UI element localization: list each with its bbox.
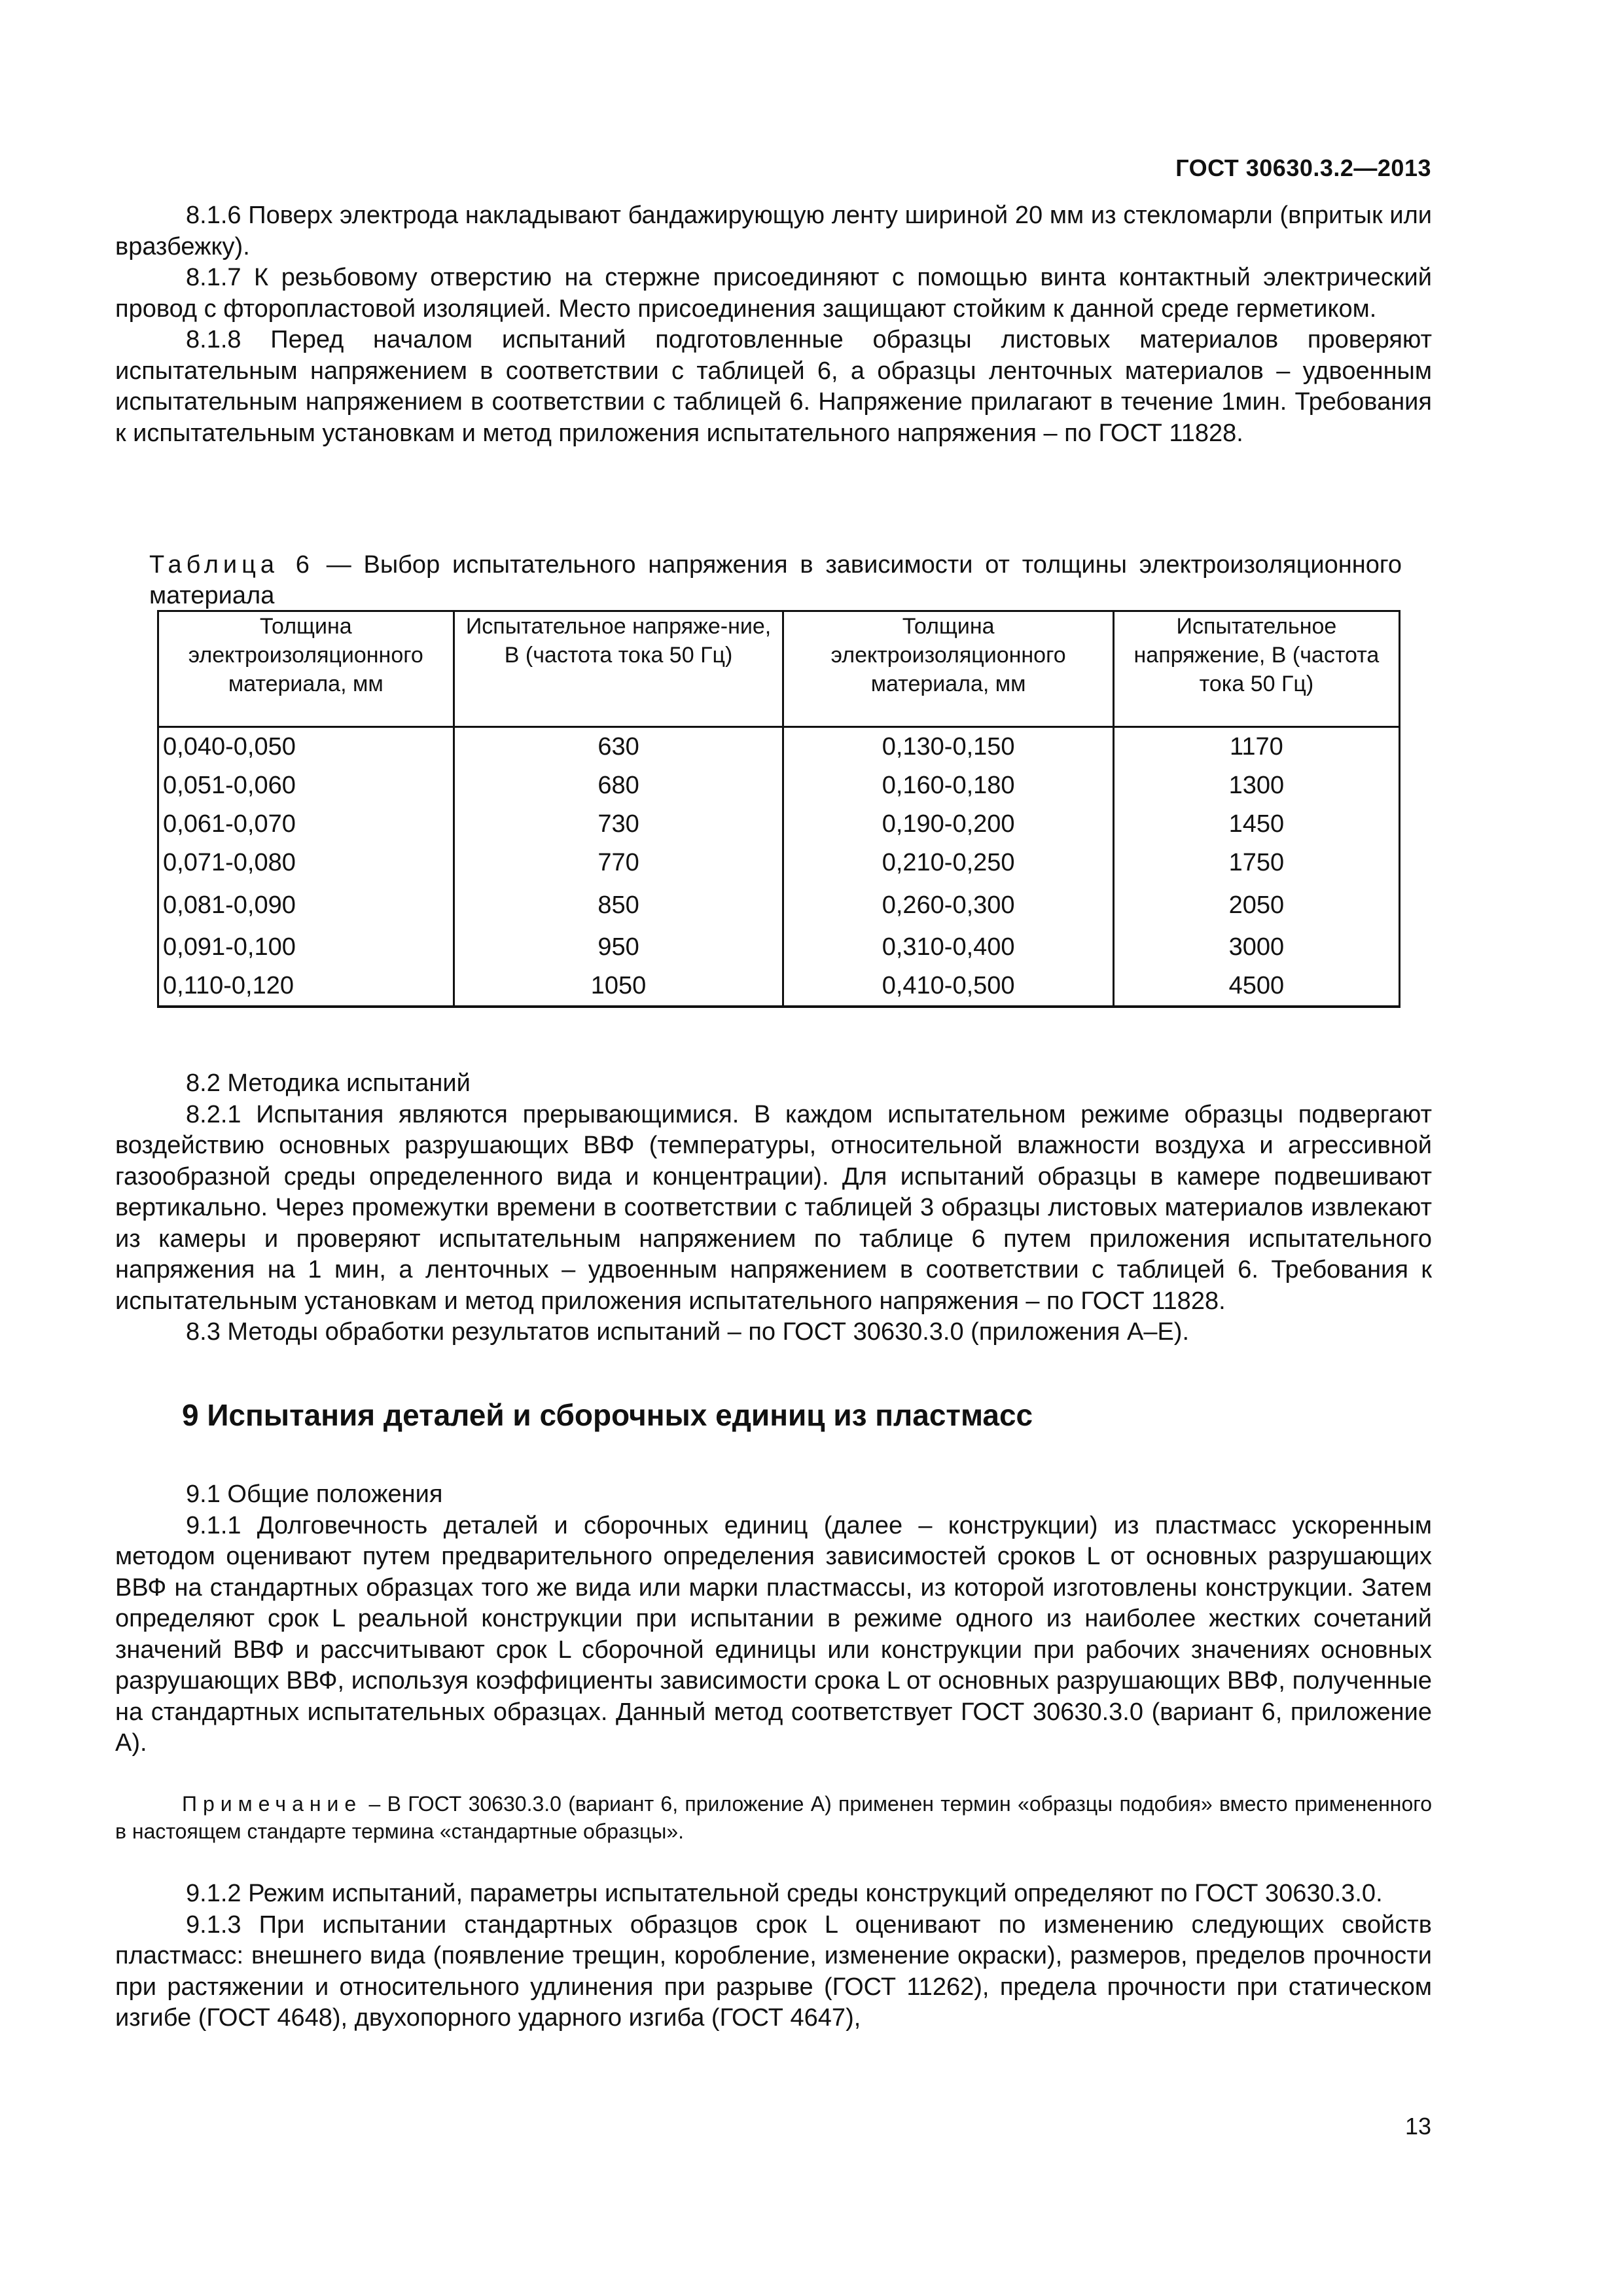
table-cell: 0,110-0,120 (158, 967, 454, 1007)
paragraph-9-1-3: 9.1.3 При испытании стандартных образцов срок L оценивают по изменению следующих свойств пластмасс: внешнего вида (появление трещин, коробление, изменение окраски), размеров, пределов прочности при растяжении и относительного удлинения при разрыве (ГОСТ 11262), предела прочности при статическом изгибе (ГОСТ 4648), двухопорного ударного изгиба (ГОСТ 4647), (115, 1910, 1432, 2032)
table-cell: 3000 (1113, 928, 1399, 967)
table-cell: 0,081-0,090 (158, 882, 454, 928)
header-voltage-1: Испытательное напряже-ние, В (частота тока 50 Гц) (454, 611, 783, 727)
table-cell: 0,260-0,300 (783, 882, 1113, 928)
header-voltage-2: Испытательное напряжение, В (частота тока 50 Гц) (1113, 611, 1399, 727)
table-cell: 0,210-0,250 (783, 844, 1113, 882)
table-cell: 0,071-0,080 (158, 844, 454, 882)
section-9-1-2-paragraphs (115, 1878, 1432, 2034)
note-block (115, 1790, 1432, 1845)
table-header-row (158, 611, 1400, 727)
table-row (158, 882, 1400, 928)
paragraph-9-1-heading: 9.1 Общие положения (186, 1480, 443, 1508)
table-cell: 4500 (1113, 967, 1399, 1007)
table-cell: 0,130-0,150 (783, 727, 1113, 767)
table-row (158, 766, 1400, 805)
table-row (158, 967, 1400, 1007)
section-8-1-paragraphs (115, 200, 1432, 449)
table-cell: 0,160-0,180 (783, 766, 1113, 805)
note-label: Примечание (182, 1792, 363, 1816)
paragraph-8-1-8: 8.1.8 Перед началом испытаний подготовленные образцы листовых материалов проверяют испытательным напряжением в соответствии с таблицей 6, а образцы ленточных материалов – удвоенным испытательным напряжением в соответствии с таблицей 6. Напряжение прилагают в течение 1мин. Требования к испытательным установкам и метод приложения испытательного напряжения – по ГОСТ 11828. (115, 326, 1432, 447)
table-cell: 630 (454, 727, 783, 767)
table-row (158, 928, 1400, 967)
table-6 (157, 610, 1400, 1008)
header-thickness-1: Толщина электроизоляционного материала, мм (158, 611, 454, 727)
note-text: – В ГОСТ 30630.3.0 (вариант 6, приложение А) применен термин «образцы подобия» вместо примененного в настоящем стандарте термина «стандартные образцы». (115, 1792, 1432, 1843)
table-cell: 0,051-0,060 (158, 766, 454, 805)
paragraph-8-1-6: 8.1.6 Поверх электрода накладывают бандажирующую ленту шириной 20 мм из стекломарли (впритык или вразбежку). (115, 202, 1432, 260)
table-cell: 1450 (1113, 805, 1399, 844)
table-cell: 0,091-0,100 (158, 928, 454, 967)
section-9-1-paragraphs (115, 1479, 1432, 1759)
table-cell: 680 (454, 766, 783, 805)
table-6-caption-label: Таблица 6 (149, 551, 314, 579)
table-cell: 1170 (1113, 727, 1399, 767)
table-6-caption-text: — Выбор испытательного напряжения в зависимости от толщины электроизоляционного материала (149, 551, 1402, 609)
paragraph-8-2-1: 8.2.1 Испытания являются прерывающимися. В каждом испытательном режиме образцы подвергают воздействию основных разрушающих ВВФ (температуры, относительной влажности воздуха и агрессивной газообразной среды определенного вида и концентрации). Для испытаний образцы в камере подвешивают вертикально. Через промежутки времени в соответствии с таблицей 3 образцы листовых материалов извлекают из камеры и проверяют испытательным напряжением по таблице 6 путем приложения испытательного напряжения на 1 мин, а ленточных – удвоенным напряжением в соответствии с таблицей 6. Требования к испытательным установкам и метод приложения испытательного напряжения – по ГОСТ 11828. (115, 1100, 1432, 1315)
table-cell: 0,190-0,200 (783, 805, 1113, 844)
header-thickness-2: Толщина электроизоляционного материала, мм (783, 611, 1113, 727)
table-cell: 1050 (454, 967, 783, 1007)
paragraph-9-1-2: 9.1.2 Режим испытаний, параметры испытательной среды конструкций определяют по ГОСТ 30630.3.0. (186, 1880, 1383, 1907)
table-cell: 0,410-0,500 (783, 967, 1113, 1007)
page-number: 13 (1404, 2113, 1431, 2140)
paragraph-8-1-7: 8.1.7 К резьбовому отверстию на стержне присоединяют с помощью винта контактный электрический провод с фторопластовой изоляцией. Место присоединения защищают стойким к данной среде герметиком. (115, 264, 1432, 323)
paragraph-8-2-heading: 8.2 Методика испытаний (186, 1069, 471, 1097)
table-cell: 0,040-0,050 (158, 727, 454, 767)
table-cell: 770 (454, 844, 783, 882)
table-cell: 2050 (1113, 882, 1399, 928)
table-row (158, 727, 1400, 767)
paragraph-9-1-1: 9.1.1 Долговечность деталей и сборочных единиц (далее – конструкции) из пластмасс ускоренным методом оценивают путем предварительного определения зависимостей сроков L от основных разрушающих ВВФ на стандартных образцах того же вида или марки пластмассы, из которой изготовлены конструкции. Затем определяют срок L реальной конструкции при испытании в режиме одного из наиболее жестких сочетаний значений ВВФ и рассчитывают срок L сборочной единицы или конструкции при рабочих значениях основных разрушающих ВВФ, используя коэффициенты зависимости срока L от основных разрушающих ВВФ, полученные на стандартных испытательных образцах. Данный метод соответствует ГОСТ 30630.3.0 (вариант 6, приложение А). (115, 1511, 1432, 1757)
section-8-2-paragraphs (115, 1068, 1432, 1348)
table-cell: 730 (454, 805, 783, 844)
table-cell: 1750 (1113, 844, 1399, 882)
note-paragraph (115, 1790, 1432, 1845)
document-code-header: ГОСТ 30630.3.2—2013 (1175, 154, 1431, 181)
table-cell: 950 (454, 928, 783, 967)
table-cell: 0,061-0,070 (158, 805, 454, 844)
table-cell: 1300 (1113, 766, 1399, 805)
table-6-caption (149, 550, 1402, 611)
paragraph-8-3: 8.3 Методы обработки результатов испытаний – по ГОСТ 30630.3.0 (приложения А–Е). (186, 1318, 1190, 1346)
section-9-title: 9 Испытания деталей и сборочных единиц из пластмасс (182, 1398, 1033, 1432)
table-row (158, 844, 1400, 882)
table-row (158, 805, 1400, 844)
table-cell: 850 (454, 882, 783, 928)
table-cell: 0,310-0,400 (783, 928, 1113, 967)
